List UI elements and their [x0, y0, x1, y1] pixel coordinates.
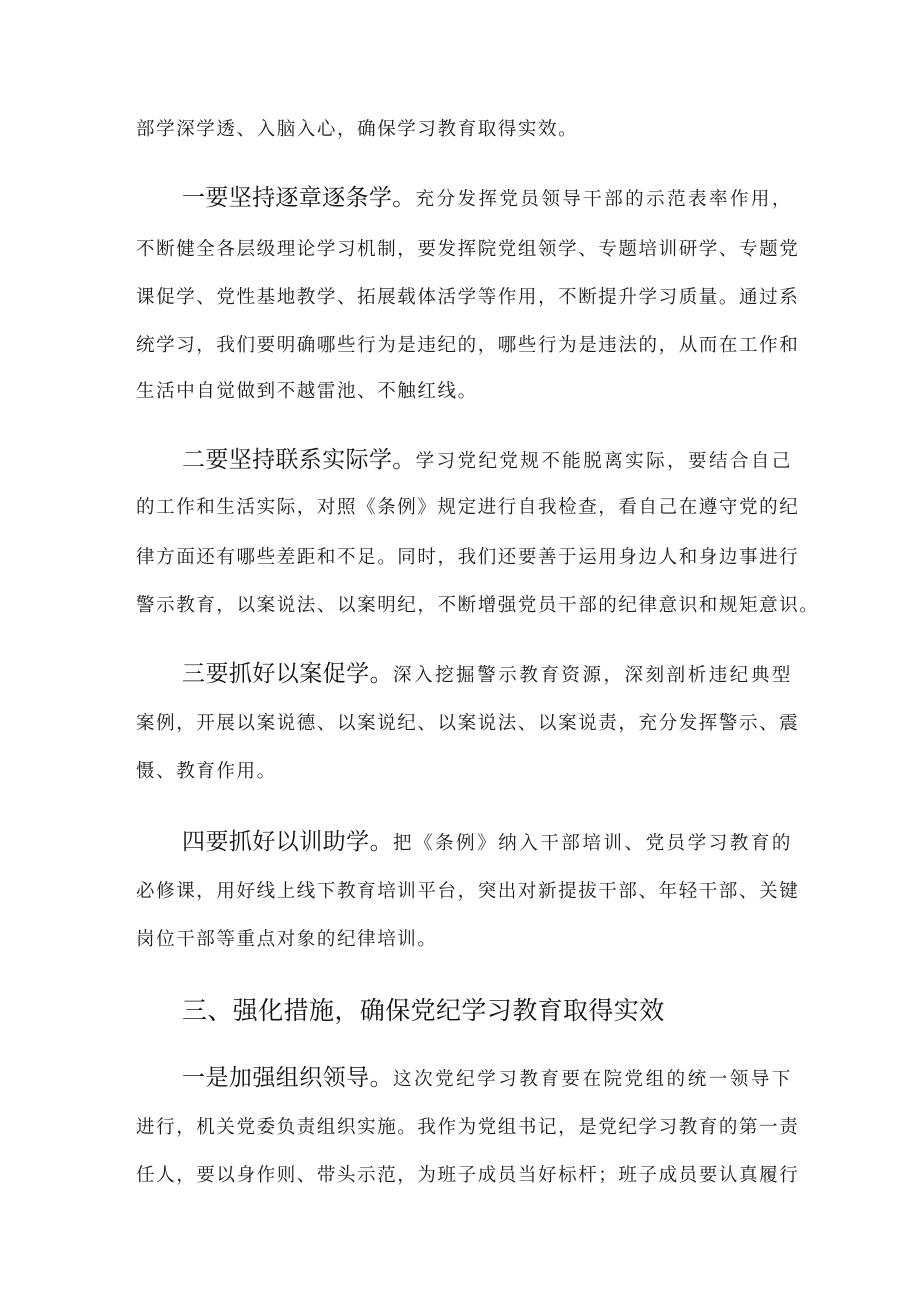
paragraph-first-line — [182, 186, 792, 212]
paragraph-text: 学习党纪党规不能脱离实际，要结合自己 — [415, 451, 792, 472]
paragraph-line: 生活中自觉做到不越雷池、不触红线。 — [136, 381, 478, 402]
section-heading: 三、强化措施，确保党纪学习教育取得实效 — [182, 996, 665, 1025]
paragraph-lead-bold: 四要抓好以训助学。 — [182, 829, 394, 855]
paragraph-text: 充分发挥党员领导干部的示范表率作用， — [415, 189, 792, 210]
paragraph-line: 必修课，用好线上线下教育培训平台，突出对新提拔干部、年轻干部、关键 — [136, 881, 800, 902]
paragraph-first-line — [182, 830, 792, 856]
paragraph-lead-bold: 一要坚持逐章逐条学。 — [182, 185, 416, 211]
paragraph-text: 深入挖掘警示教育资源，深刻剖析违纪典型 — [393, 665, 792, 686]
paragraph-line: 案例，开展以案说德、以案说纪、以案说法、以案说责，充分发挥警示、震 — [136, 713, 800, 734]
paragraph-line: 的工作和生活实际，对照《条例》规定进行自我检查，看自己在遵守党的纪 — [136, 497, 800, 518]
paragraph-line: 岗位干部等重点对象的纪律培训。 — [136, 929, 438, 950]
paragraph-lead-bold: 三要抓好以案促学。 — [182, 661, 394, 687]
paragraph-lead-bold: 二要坚持联系实际学。 — [182, 447, 416, 473]
paragraph-first-line — [182, 1066, 792, 1092]
paragraph-line: 部学深学透、入脑入心，确保学习教育取得实效。 — [136, 119, 579, 140]
paragraph-line: 进行，机关党委负责组织实施。我作为党组书记，是党纪学习教育的第一责 — [136, 1117, 800, 1138]
paragraph-line: 律方面还有哪些差距和不足。同时，我们还要善于运用身边人和身边事进行 — [136, 547, 800, 568]
paragraph-line: 课促学、党性基地教学、拓展载体活学等作用，不断提升学习质量。通过系 — [136, 287, 800, 308]
paragraph-line: 警示教育，以案说法、以案明纪，不断增强党员干部的纪律意识和规矩意识。 — [136, 595, 820, 616]
paragraph-text: 把《条例》纳入干部培训、党员学习教育的 — [393, 833, 792, 854]
paragraph-lead-bold: 一是加强组织领导。 — [182, 1065, 394, 1091]
paragraph-first-line — [182, 448, 792, 474]
paragraph-text: 这次党纪学习教育要在院党组的统一领导下 — [393, 1069, 792, 1090]
paragraph-line: 统学习，我们要明确哪些行为是违纪的，哪些行为是违法的，从而在工作和 — [136, 335, 800, 356]
paragraph-line: 任人，要以身作则、带头示范，为班子成员当好标杆；班子成员要认真履行 — [136, 1165, 800, 1186]
paragraph-first-line — [182, 662, 792, 688]
paragraph-line: 不断健全各层级理论学习机制，要发挥院党组领学、专题培训研学、专题党 — [136, 239, 800, 260]
paragraph-line: 慑、教育作用。 — [136, 761, 277, 782]
